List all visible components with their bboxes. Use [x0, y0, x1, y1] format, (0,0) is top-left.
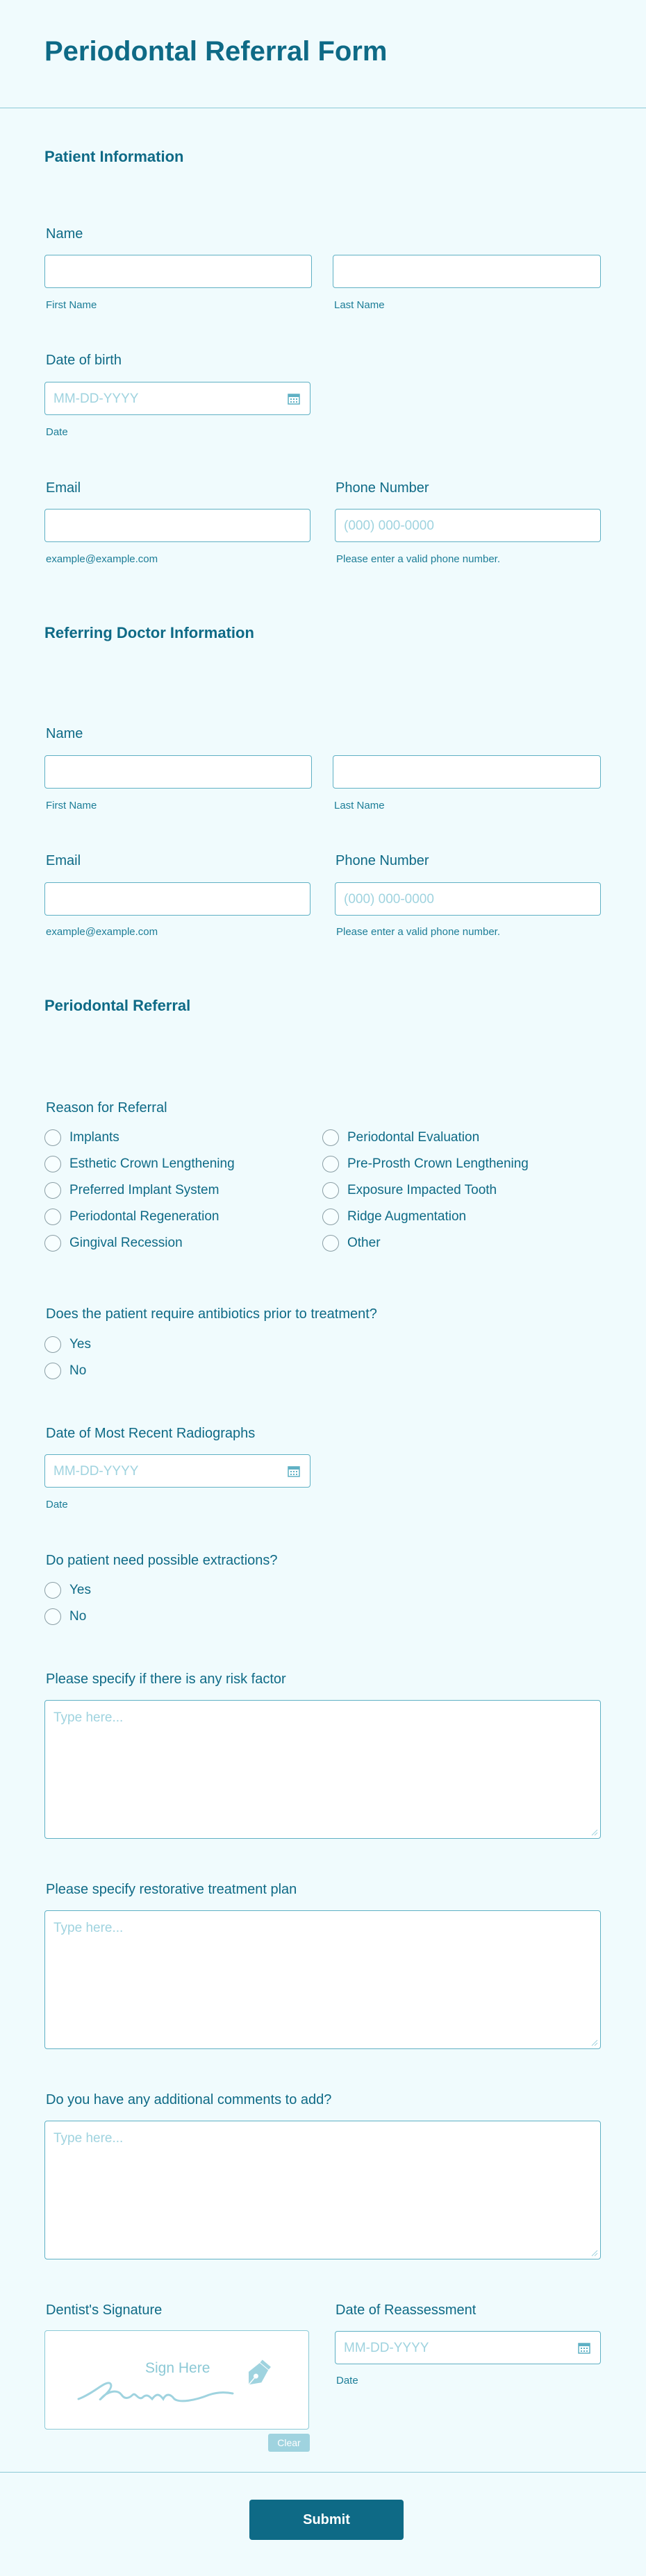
- patient-last-name-input[interactable]: [333, 255, 601, 288]
- patient-email-label: Email: [46, 480, 81, 496]
- radio-circle[interactable]: [44, 1129, 61, 1146]
- patient-name-label: Name: [46, 226, 83, 242]
- reason-option-esthetic-crown[interactable]: Esthetic Crown Lengthening: [44, 1156, 235, 1172]
- radio-circle[interactable]: [44, 1608, 61, 1625]
- reassessment-sublabel: Date: [336, 2375, 358, 2386]
- clear-signature-button[interactable]: Clear: [268, 2434, 310, 2452]
- referral-section-title: Periodontal Referral: [44, 997, 191, 1014]
- reassessment-date-input[interactable]: [335, 2331, 601, 2364]
- patient-dob-sublabel: Date: [46, 426, 68, 438]
- calendar-icon[interactable]: [288, 392, 300, 405]
- patient-phone-placeholder: (000) 000-0000: [344, 519, 434, 533]
- form-title: Periodontal Referral Form: [44, 36, 388, 67]
- doctor-last-name-sublabel: Last Name: [334, 800, 385, 811]
- antibiotics-option-no[interactable]: No: [44, 1363, 86, 1379]
- reason-option-other[interactable]: Other: [322, 1235, 381, 1252]
- signature-pad[interactable]: [44, 2330, 309, 2430]
- calendar-icon[interactable]: [288, 1465, 300, 1477]
- reason-label: Reason for Referral: [46, 1100, 167, 1116]
- calendar-icon[interactable]: [578, 2341, 590, 2354]
- radio-circle[interactable]: [322, 1129, 339, 1146]
- reason-option-exposure-impacted[interactable]: Exposure Impacted Tooth: [322, 1182, 497, 1199]
- doctor-email-input[interactable]: [44, 882, 310, 916]
- reason-option-periodontal-regeneration[interactable]: Periodontal Regeneration: [44, 1209, 220, 1225]
- reason-option-pre-prosth[interactable]: Pre-Prosth Crown Lengthening: [322, 1156, 529, 1172]
- patient-phone-sublabel: Please enter a valid phone number.: [336, 553, 500, 565]
- radio-circle[interactable]: [44, 1363, 61, 1379]
- patient-section-title: Patient Information: [44, 148, 184, 165]
- patient-phone-label: Phone Number: [336, 480, 429, 496]
- radio-circle[interactable]: [44, 1182, 61, 1199]
- reason-option-gingival-recession[interactable]: Gingival Recession: [44, 1235, 183, 1252]
- radio-circle[interactable]: [44, 1336, 61, 1353]
- treatment-plan-label: Please specify restorative treatment plan: [46, 1882, 297, 1897]
- doctor-phone-sublabel: Please enter a valid phone number.: [336, 926, 500, 938]
- doctor-email-sublabel: example@example.com: [46, 926, 158, 938]
- risk-factor-label: Please specify if there is any risk factor: [46, 1672, 286, 1687]
- radiographs-sublabel: Date: [46, 1499, 68, 1510]
- risk-factor-textarea[interactable]: [44, 1700, 601, 1839]
- extractions-option-yes[interactable]: Yes: [44, 1582, 91, 1599]
- resize-grip-icon[interactable]: [591, 1829, 598, 1836]
- doctor-section-title: Referring Doctor Information: [44, 624, 254, 641]
- reassessment-placeholder: MM-DD-YYYY: [344, 2341, 429, 2355]
- radio-circle[interactable]: [44, 1209, 61, 1225]
- comments-textarea[interactable]: [44, 2121, 601, 2259]
- radiographs-date-input[interactable]: [44, 1454, 310, 1488]
- radio-circle[interactable]: [322, 1182, 339, 1199]
- radio-circle[interactable]: [44, 1582, 61, 1599]
- doctor-last-name-input[interactable]: [333, 755, 601, 789]
- patient-phone-input[interactable]: [335, 509, 601, 542]
- pen-nib-icon: [242, 2359, 273, 2389]
- footer-divider: [0, 2472, 646, 2473]
- radiographs-label: Date of Most Recent Radiographs: [46, 1426, 256, 1441]
- patient-dob-placeholder: MM-DD-YYYY: [53, 392, 139, 406]
- signature-label: Dentist's Signature: [46, 2303, 163, 2318]
- resize-grip-icon[interactable]: [591, 2250, 598, 2257]
- radiographs-placeholder: MM-DD-YYYY: [53, 1464, 139, 1479]
- radio-circle[interactable]: [322, 1235, 339, 1252]
- resize-grip-icon[interactable]: [591, 2039, 598, 2046]
- patient-email-sublabel: example@example.com: [46, 553, 158, 565]
- reason-option-periodontal-evaluation[interactable]: Periodontal Evaluation: [322, 1129, 479, 1146]
- patient-first-name-sublabel: First Name: [46, 299, 97, 311]
- comments-label: Do you have any additional comments to add?: [46, 2092, 332, 2107]
- patient-first-name-input[interactable]: [44, 255, 312, 288]
- risk-factor-placeholder: Type here...: [53, 1710, 124, 1725]
- reason-option-preferred-implant[interactable]: Preferred Implant System: [44, 1182, 219, 1199]
- patient-last-name-sublabel: Last Name: [334, 299, 385, 311]
- extractions-option-no[interactable]: No: [44, 1608, 86, 1625]
- radio-circle[interactable]: [44, 1156, 61, 1172]
- comments-placeholder: Type here...: [53, 2131, 124, 2146]
- extractions-label: Do patient need possible extractions?: [46, 1553, 278, 1568]
- patient-email-input[interactable]: [44, 509, 310, 542]
- signature-hint: Sign Here: [145, 2360, 210, 2376]
- radio-circle[interactable]: [322, 1209, 339, 1225]
- submit-button[interactable]: Submit: [249, 2500, 404, 2540]
- patient-dob-label: Date of birth: [46, 353, 122, 368]
- antibiotics-option-yes[interactable]: Yes: [44, 1336, 91, 1353]
- radio-circle[interactable]: [44, 1235, 61, 1252]
- doctor-phone-input[interactable]: [335, 882, 601, 916]
- doctor-email-label: Email: [46, 853, 81, 868]
- reason-option-implants[interactable]: Implants: [44, 1129, 119, 1146]
- treatment-plan-placeholder: Type here...: [53, 1921, 124, 1935]
- doctor-first-name-input[interactable]: [44, 755, 312, 789]
- doctor-phone-label: Phone Number: [336, 853, 429, 868]
- antibiotics-label: Does the patient require antibiotics prior to treatment?: [46, 1306, 377, 1322]
- reassessment-label: Date of Reassessment: [336, 2303, 477, 2318]
- treatment-plan-textarea[interactable]: [44, 1910, 601, 2049]
- doctor-first-name-sublabel: First Name: [46, 800, 97, 811]
- reason-option-ridge-augmentation[interactable]: Ridge Augmentation: [322, 1209, 466, 1225]
- patient-dob-input[interactable]: [44, 382, 310, 415]
- doctor-name-label: Name: [46, 726, 83, 741]
- doctor-phone-placeholder: (000) 000-0000: [344, 892, 434, 907]
- radio-circle[interactable]: [322, 1156, 339, 1172]
